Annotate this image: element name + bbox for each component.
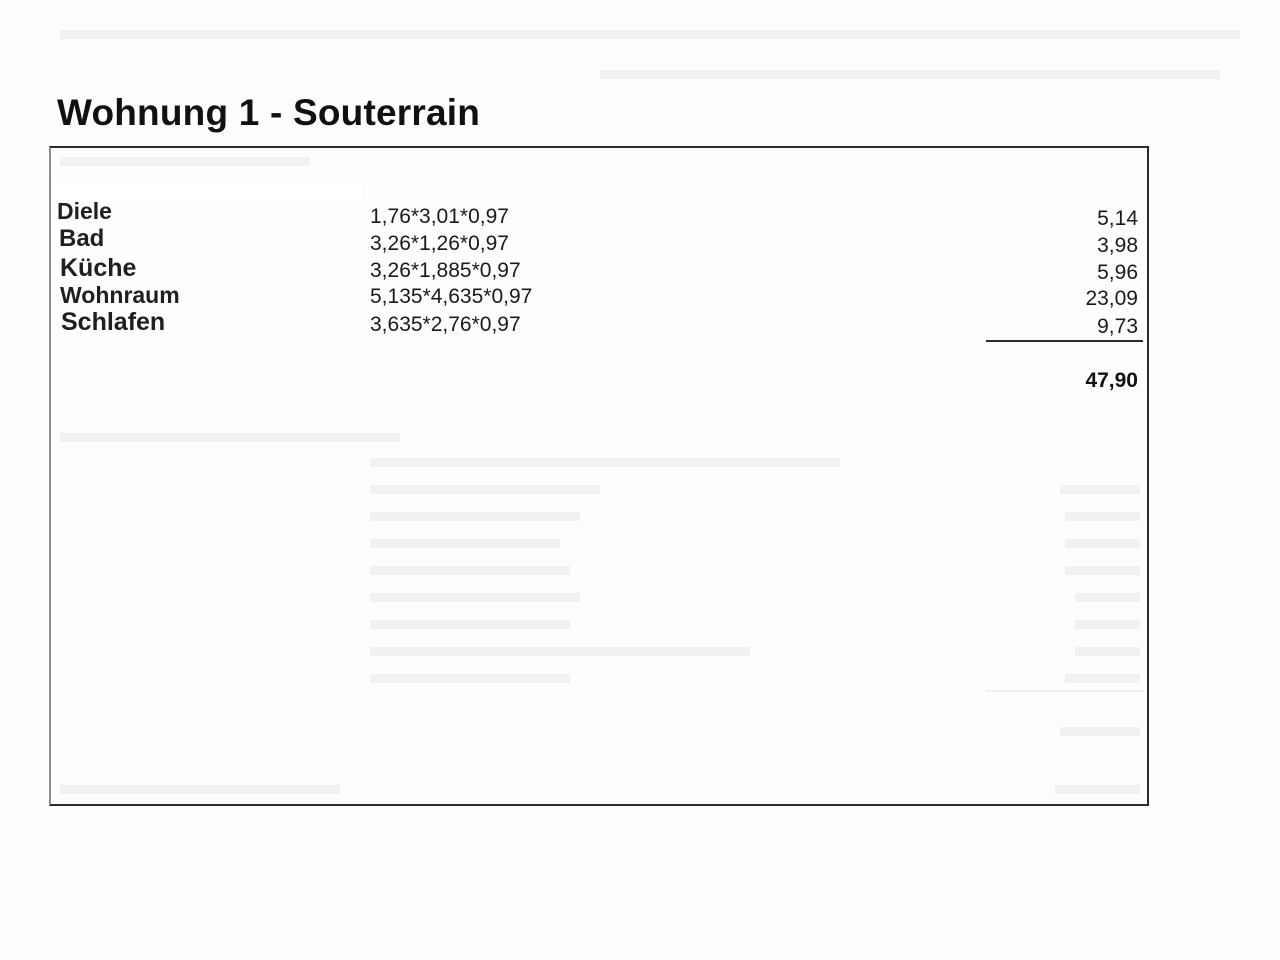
area-formula: 5,135*4,635*0,97 — [370, 285, 533, 308]
area-value: 5,96 — [1097, 261, 1138, 284]
area-table-frame — [49, 146, 1149, 806]
total-area-value: 47,90 — [1085, 369, 1138, 392]
room-label: Wohnraum — [60, 282, 180, 308]
area-formula: 3,26*1,885*0,97 — [370, 259, 521, 282]
room-label: Bad — [59, 225, 105, 252]
area-formula: 3,635*2,76*0,97 — [370, 313, 521, 336]
scan-artifact — [600, 70, 1220, 79]
area-value: 9,73 — [1097, 315, 1138, 338]
room-label: Schlafen — [61, 308, 166, 336]
room-label: Diele — [57, 198, 112, 224]
area-value: 5,14 — [1097, 207, 1138, 230]
area-formula: 1,76*3,01*0,97 — [370, 205, 509, 228]
scan-artifact — [60, 30, 1240, 39]
room-label: Küche — [60, 254, 137, 282]
area-formula: 3,26*1,26*0,97 — [370, 232, 509, 255]
page-title: Wohnung 1 - Souterrain — [57, 92, 481, 133]
sum-divider — [986, 340, 1143, 342]
area-value: 23,09 — [1085, 287, 1138, 310]
area-value: 3,98 — [1097, 234, 1138, 257]
